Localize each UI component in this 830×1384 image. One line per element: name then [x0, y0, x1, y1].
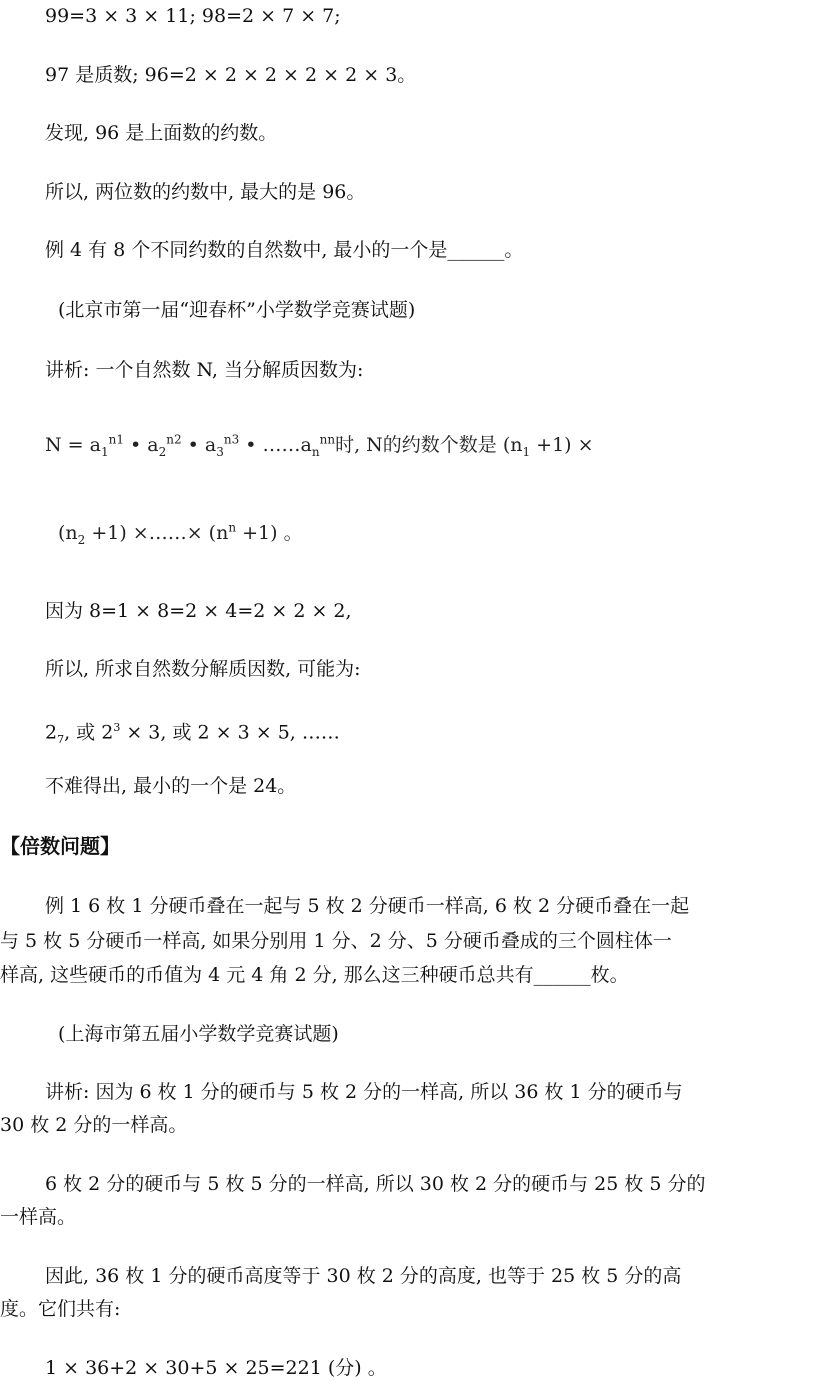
text-line: 因此, 36 枚 1 分的硬币高度等于 30 枚 2 分的高度, 也等于 25 枚 5 分的高	[45, 1265, 682, 1287]
formula-part: 时, N的约数个数是 (n	[335, 434, 523, 456]
source-citation: (上海市第五届小学数学竞赛试题)	[58, 1023, 339, 1045]
formula-part: +1) ×……× (n	[85, 522, 229, 544]
factorization-options	[45, 715, 340, 753]
formula-subscript: 1	[100, 444, 109, 459]
formula-part: (n	[58, 522, 78, 544]
text-line: 与 5 枚 5 分硬币一样高, 如果分别用 1 分、2 分、5 分硬币叠成的三个圆柱体一	[0, 930, 672, 952]
formula-part: +1) 。	[236, 522, 303, 544]
formula-part: +1) ×	[530, 434, 594, 456]
text-line: 样高, 这些硬币的币值为 4 元 4 角 2 分, 那么这三种硬币总共有______枚。	[0, 964, 629, 986]
formula-part: • ……a	[239, 434, 312, 456]
source-citation: (北京市第一届“迎春杯”小学数学竞赛试题)	[58, 299, 416, 321]
formula-part: • a	[123, 434, 159, 456]
formula-exponent: n3	[223, 432, 240, 447]
formula-exponent: n1	[108, 432, 124, 447]
divisor-count-formula	[45, 430, 594, 459]
text-line: 度。它们共有:	[0, 1298, 121, 1320]
formula-subscript: 1	[522, 444, 531, 459]
text-line: 30 枚 2 分的一样高。	[0, 1114, 188, 1136]
option-subscript: 7	[57, 733, 65, 747]
formula-part: • a	[181, 434, 217, 456]
text-line: 讲析: 一个自然数 N, 当分解质因数为:	[45, 359, 364, 381]
text-line: 99=3 × 3 × 11; 98=2 × 7 × 7;	[45, 5, 341, 27]
option-part: × 3, 或 2 × 3 × 5, ……	[120, 721, 340, 744]
option-part: 2	[45, 721, 58, 744]
text-line: 1 × 36+2 × 30+5 × 25=221 (分) 。	[45, 1357, 387, 1379]
formula-part: N = a	[45, 434, 101, 456]
text-line: 97 是质数; 96=2 × 2 × 2 × 2 × 2 × 3。	[45, 64, 417, 86]
formula-subscript: 2	[158, 444, 167, 459]
divisor-count-formula-cont	[58, 518, 303, 547]
formula-subscript: n	[311, 444, 320, 459]
formula-exponent: nn	[319, 432, 336, 447]
formula-exponent: n	[228, 520, 237, 535]
section-heading: 【倍数问题】	[0, 834, 120, 858]
text-line: 所以, 所求自然数分解质因数, 可能为:	[45, 658, 361, 680]
text-line: 6 枚 2 分的硬币与 5 枚 5 分的一样高, 所以 30 枚 2 分的硬币与 25 枚 5 分的	[45, 1173, 706, 1195]
formula-subscript: 3	[216, 444, 224, 459]
text-line: 一样高。	[0, 1206, 77, 1228]
option-exponent: 3	[113, 721, 121, 734]
text-line: 所以, 两位数的约数中, 最大的是 96。	[45, 181, 366, 203]
text-line: 因为 8=1 × 8=2 × 4=2 × 2 × 2,	[45, 600, 352, 622]
text-line: 讲析: 因为 6 枚 1 分的硬币与 5 枚 2 分的一样高, 所以 36 枚 1 分的硬币与	[45, 1081, 683, 1103]
formula-subscript: 2	[77, 532, 86, 547]
example-question: 例 4 有 8 个不同约数的自然数中, 最小的一个是______。	[45, 239, 524, 261]
text-line: 发现, 96 是上面数的约数。	[45, 122, 278, 144]
example-question: 例 1 6 枚 1 分硬币叠在一起与 5 枚 2 分硬币一样高, 6 枚 2 分硬币叠在一起	[45, 895, 690, 917]
text-line: 不难得出, 最小的一个是 24。	[45, 775, 297, 797]
option-part: , 或 2	[64, 721, 114, 744]
formula-exponent: n2	[166, 432, 182, 447]
